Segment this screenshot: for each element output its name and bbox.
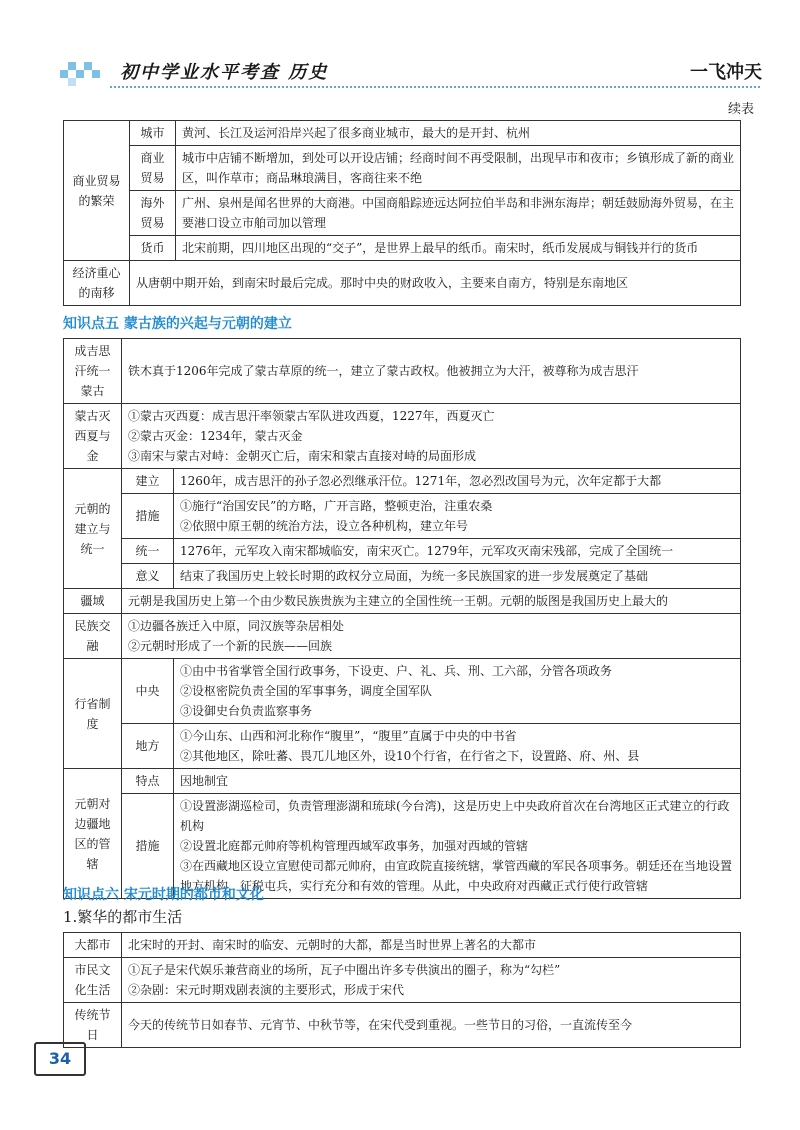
table-row: [64, 769, 741, 794]
row-header: 民族交融: [64, 614, 122, 659]
checker-logo-icon: [60, 56, 104, 86]
row-subheader: 措施: [122, 794, 174, 899]
table-row: [64, 236, 741, 261]
cell-text: [122, 404, 741, 469]
row-subheader: 意义: [122, 564, 174, 589]
table-row: [64, 191, 741, 236]
table-row: [64, 958, 741, 1003]
row-subheader: 海外贸易: [130, 191, 176, 236]
line: ②依照中原王朝的统治方法，设立各种机构，建立年号: [180, 519, 469, 533]
line: ③设御史台负责监察事务: [180, 704, 313, 718]
line: ①施行“治国安民”的方略，广开言路，整顿吏治，注重农桑: [180, 499, 493, 513]
line: ①蒙古灭西夏：成吉思汗率领蒙古军队进攻西夏，1227年，西夏灭亡: [128, 409, 495, 423]
line: ②杂剧：宋元时期戏剧表演的主要形式，形成于宋代: [128, 983, 405, 997]
table-row: [64, 589, 741, 614]
line: ①由中书省掌管全国行政事务，下设吏、户、礼、兵、刑、工六部，分管各项政务: [180, 664, 613, 678]
cell-text: [174, 659, 741, 724]
header-divider: [110, 86, 760, 88]
line: ①今山东、山西和河北称作“腹里”，“腹里”直属于中央的中书省: [180, 729, 517, 743]
cell-text: [174, 494, 741, 539]
cell-text: 北宋前期，四川地区出现的“交子”，是世界上最早的纸币。南宋时，纸币发展成与铜钱并行的货币: [176, 236, 741, 261]
table-row: [64, 146, 741, 191]
table-row: [64, 614, 741, 659]
continued-label: 续表: [728, 102, 755, 117]
row-header: 元朝的建立与统一: [64, 469, 122, 589]
table-row: [64, 564, 741, 589]
cell-text: 1260年，成吉思汗的孙子忽必烈继承汗位。1271年，忽必烈改国号为元，次年定都于大都: [174, 469, 741, 494]
line: ②设置北庭都元帅府等机构管理西域军政事务，加强对西域的管辖: [180, 839, 529, 853]
table-row: [64, 339, 741, 404]
section-heading-5: 知识点五 蒙古族的兴起与元朝的建立: [63, 316, 292, 332]
subsection-title: 1.繁华的都市生活: [63, 908, 183, 926]
cell-text: 城市中店铺不断增加，到处可以开设店铺；经商时间不再受限制，出现早市和夜市；乡镇形成了新的商业区，叫作草市；商品琳琅满目，客商往来不绝: [176, 146, 741, 191]
cell-text: 结束了我国历史上较长时期的政权分立局面，为统一多民族国家的进一步发展奠定了基础: [174, 564, 741, 589]
cell-text: 从唐朝中期开始，到南宋时最后完成。那时中央的财政收入，主要来自南方，特别是东南地区: [130, 261, 741, 306]
mongol-yuan-table: [63, 338, 741, 899]
row-header: 疆域: [64, 589, 122, 614]
line: ②蒙古灭金：1234年，蒙古灭金: [128, 429, 303, 443]
row-header: 商业贸易的繁荣: [64, 121, 130, 261]
row-header: 市民文化生活: [64, 958, 122, 1003]
row-subheader: 措施: [122, 494, 174, 539]
line: ①瓦子是宋代娱乐兼营商业的场所，瓦子中圈出许多专供演出的圈子，称为“勾栏”: [128, 963, 561, 977]
line: ②其他地区，除吐蕃、畏兀儿地区外，设10个行省，在行省之下，设置路、府、州、县: [180, 749, 640, 763]
row-header: 元朝对边疆地区的管辖: [64, 769, 122, 899]
table-row: [64, 933, 741, 958]
row-subheader: 特点: [122, 769, 174, 794]
row-header: 行省制度: [64, 659, 122, 769]
cell-text: 黄河、长江及运河沿岸兴起了很多商业城市，最大的是开封、杭州: [176, 121, 741, 146]
line: ③在西藏地区设立宣慰使司都元帅府，由宣政院直接统辖，掌管西藏的军民各项事务。朝廷还在当地设置地方机构，征税屯兵，实行充分和有效的管理。从此，中央政府对西藏正式行使行政管辖: [180, 859, 733, 893]
row-subheader: 货币: [130, 236, 176, 261]
brand-logo: 一飞冲天: [690, 62, 762, 83]
row-header: 经济重心的南移: [64, 261, 130, 306]
line: ①边疆各族迁入中原，同汉族等杂居相处: [128, 619, 345, 633]
cell-text: [122, 614, 741, 659]
row-header: 大都市: [64, 933, 122, 958]
cell-text: 铁木真于1206年完成了蒙古草原的统一，建立了蒙古政权。他被拥立为大汗，被尊称为成吉思汗: [122, 339, 741, 404]
header-logo: [60, 56, 104, 86]
table-row: [64, 1003, 741, 1048]
table-row: [64, 794, 741, 899]
section-heading-6: 知识点六 宋元时期的都市和文化: [63, 887, 264, 903]
table-row: [64, 469, 741, 494]
line: ③南宋与蒙古对峙：金朝灭亡后，南宋和蒙古直接对峙的局面形成: [128, 449, 477, 463]
table-row: [64, 659, 741, 724]
line: ②设枢密院负责全国的军事事务，调度全国军队: [180, 684, 433, 698]
table-row: [64, 404, 741, 469]
line: ①设置澎湖巡检司，负责管理澎湖和琉球(今台湾)，这是历史上中央政府首次在台湾地区正式建立的行政机构: [180, 799, 730, 833]
row-header: 传统节日: [64, 1003, 122, 1048]
cell-text: [174, 724, 741, 769]
urban-life-table: [63, 932, 741, 1048]
line: ②元朝时形成了一个新的民族——回族: [128, 639, 333, 653]
row-header: 蒙古灭西夏与金: [64, 404, 122, 469]
cell-text: 今天的传统节日如春节、元宵节、中秋节等，在宋代受到重视。一些节日的习俗，一直流传至今: [122, 1003, 741, 1048]
row-subheader: 建立: [122, 469, 174, 494]
row-subheader: 商业贸易: [130, 146, 176, 191]
row-subheader: 统一: [122, 539, 174, 564]
header-title: 初中学业水平考查 历史: [120, 62, 329, 83]
table-row: [64, 724, 741, 769]
row-subheader: 城市: [130, 121, 176, 146]
page-number: 34: [34, 1042, 86, 1076]
row-header: 成吉思汗统一蒙古: [64, 339, 122, 404]
row-subheader: 中央: [122, 659, 174, 724]
table-row: [64, 261, 741, 306]
commerce-table: [63, 120, 741, 306]
table-row: [64, 539, 741, 564]
cell-text: [122, 958, 741, 1003]
cell-text: 北宋时的开封、南宋时的临安、元朝时的大都，都是当时世界上著名的大都市: [122, 933, 741, 958]
row-subheader: 地方: [122, 724, 174, 769]
cell-text: 元朝是我国历史上第一个由少数民族贵族为主建立的全国性统一王朝。元朝的版图是我国历史上最大的: [122, 589, 741, 614]
table-row: [64, 121, 741, 146]
cell-text: 因地制宜: [174, 769, 741, 794]
cell-text: 1276年，元军攻入南宋都城临安，南宋灭亡。1279年，元军攻灭南宋残部，完成了全国统一: [174, 539, 741, 564]
cell-text: [174, 794, 741, 899]
cell-text: 广州、泉州是闻名世界的大商港。中国商船踪迹远达阿拉伯半岛和非洲东海岸；朝廷鼓励海外贸易，在主要港口设立市舶司加以管理: [176, 191, 741, 236]
table-row: [64, 494, 741, 539]
